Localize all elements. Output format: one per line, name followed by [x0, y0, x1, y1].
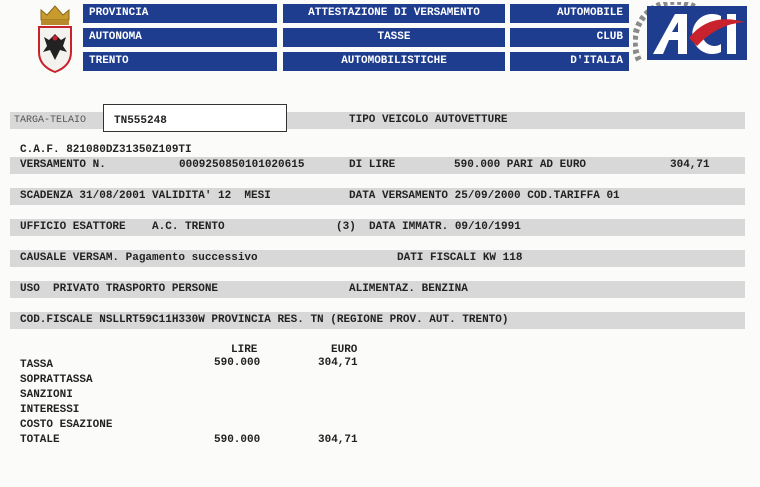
header-automobilistiche: AUTOMOBILISTICHE	[283, 52, 505, 71]
tipo-veicolo: TIPO VEICOLO AUTOVETTURE	[349, 114, 508, 126]
data-immatricolazione: (3) DATA IMMATR. 09/10/1991	[336, 221, 521, 233]
row-label-soprattassa: SOPRATTASSA	[20, 374, 93, 386]
row-label-sanzioni: SANZIONI	[20, 389, 73, 401]
lire-amount: 590.000 PARI AD EURO	[454, 159, 587, 171]
row-label-totale: TOTALE	[20, 434, 60, 446]
scadenza: SCADENZA 31/08/2001 VALIDITA' 12 MESI	[20, 190, 271, 202]
versamento-number: 0009250850101020615	[179, 159, 305, 171]
row-label-costo-esazione: COSTO ESAZIONE	[20, 419, 113, 431]
header-automobile: AUTOMOBILE	[510, 4, 629, 23]
versamento-label: VERSAMENTO N.	[20, 159, 106, 171]
header-autonoma: AUTONOMA	[83, 28, 277, 47]
col-euro-header: EURO	[331, 344, 358, 356]
header-provincia: PROVINCIA	[83, 4, 277, 23]
col-lire-header: LIRE	[231, 344, 258, 356]
header-attestazione: ATTESTAZIONE DI VERSAMENTO	[283, 4, 505, 23]
codice-fiscale: COD.FISCALE NSLLRT59C11H330W PROVINCIA RES. TN (REGIONE PROV. AUT. TRENTO)	[20, 314, 509, 326]
header-club: CLUB	[510, 28, 629, 47]
row-lire-tassa: 590.000	[214, 357, 261, 369]
header-ditalia: D'ITALIA	[510, 52, 629, 71]
targa-label: TARGA-TELAIO	[14, 115, 87, 126]
di-lire-label: DI LIRE	[349, 159, 396, 171]
row-euro-tassa: 304,71	[318, 357, 358, 369]
aci-logo-icon	[633, 2, 751, 74]
dati-fiscali: DATI FISCALI KW 118	[397, 252, 523, 264]
header-tasse: TASSE	[283, 28, 505, 47]
causale-versamento: CAUSALE VERSAM. Pagamento successivo	[20, 252, 258, 264]
euro-amount: 304,71	[670, 159, 710, 171]
caf-code: C.A.F. 821080DZ31350Z109TI	[20, 144, 192, 156]
ufficio-esattore: UFFICIO ESATTORE A.C. TRENTO	[20, 221, 225, 233]
row-euro-totale: 304,71	[318, 434, 358, 446]
targa-value: TN555248	[114, 115, 167, 127]
trento-coat-of-arms-icon	[34, 2, 76, 74]
alimentazione: ALIMENTAZ. BENZINA	[349, 283, 468, 295]
row-lire-totale: 590.000	[214, 434, 261, 446]
data-versamento: DATA VERSAMENTO 25/09/2000 COD.TARIFFA 01	[349, 190, 620, 202]
header-trento: TRENTO	[83, 52, 277, 71]
row-label-tassa: TASSA	[20, 359, 54, 371]
uso-veicolo: USO PRIVATO TRASPORTO PERSONE	[20, 283, 219, 295]
row-label-interessi: INTERESSI	[20, 404, 80, 416]
